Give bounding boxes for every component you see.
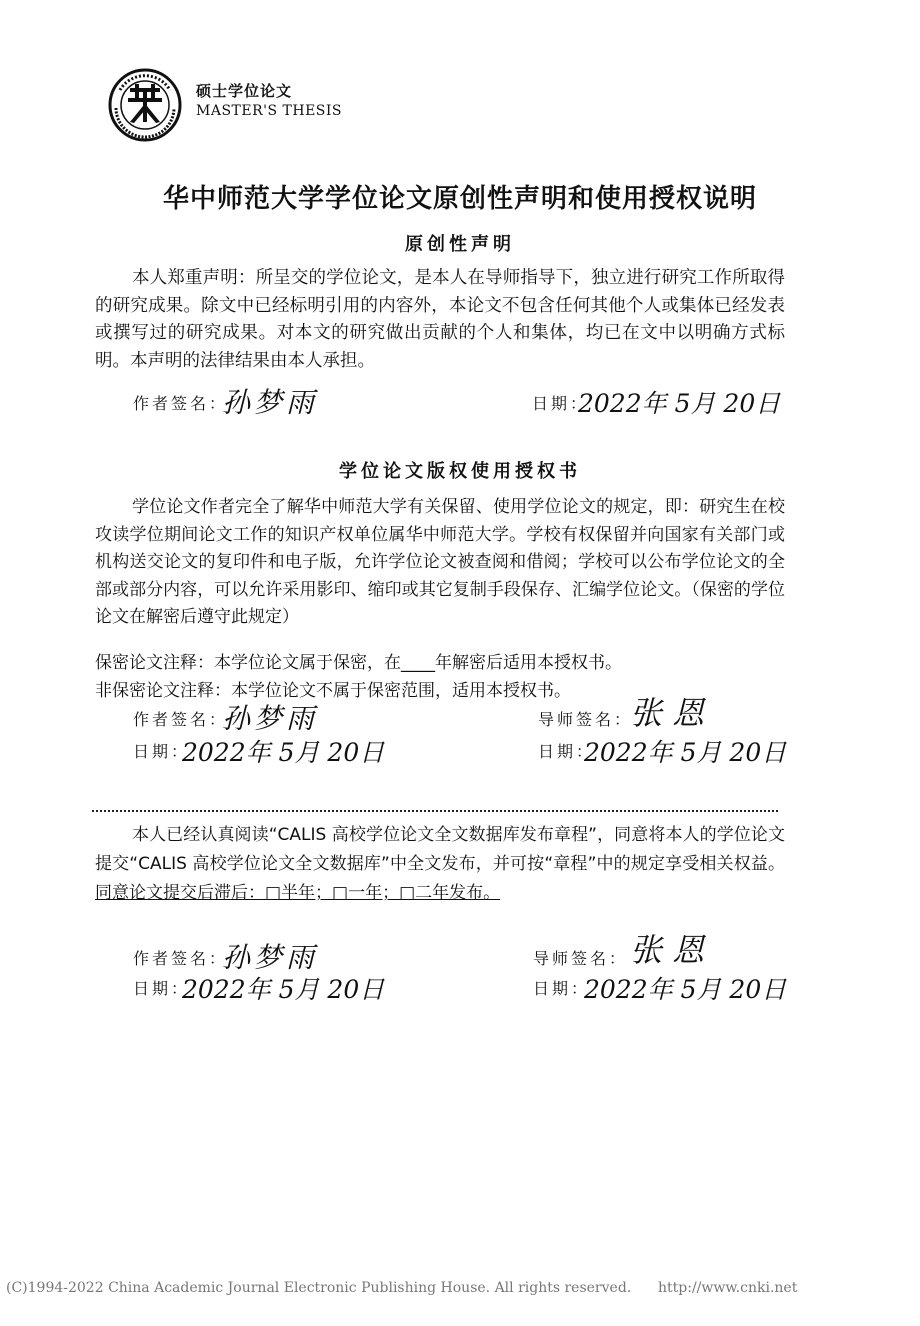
date-label: 日期：	[133, 979, 191, 998]
university-seal-logo	[108, 68, 182, 142]
calis-embargo-options: 同意论文提交后滞后：□半年；□一年；□二年发布。	[95, 883, 501, 903]
degree-title-cn: 硕士学位论文	[196, 82, 293, 100]
author-signature-label: 作者签名：	[133, 710, 229, 729]
signature-date: 2022年 5月 20日	[578, 389, 781, 418]
copyright-notice: (C)1994-2022 China Academic Journal Electronic Publishing House. All rights reserved.	[6, 1280, 632, 1296]
author-signature-label: 作者签名：	[133, 949, 229, 968]
cnki-url: http://www.cnki.net	[658, 1280, 798, 1296]
author-date: 2022年 5月 20日	[182, 738, 385, 767]
advisor-date: 2022年 5月 20日	[584, 975, 787, 1004]
degree-title-en: MASTER'S THESIS	[196, 103, 343, 119]
author-signature-label: 作者签名：	[133, 394, 229, 413]
advisor-signature: 张恩	[630, 694, 715, 732]
advisor-signature: 张恩	[630, 931, 715, 969]
author-signature: 孙梦雨	[222, 702, 319, 735]
non-confidential-note: 非保密论文注释：本学位论文不属于保密范围，适用本授权书。	[95, 681, 571, 701]
calis-statement	[95, 821, 785, 908]
advisor-signature-label: 导师签名：	[533, 949, 629, 968]
page-title: 华中师范大学学位论文原创性声明和使用授权说明	[162, 184, 757, 214]
originality-title: 原创性声明	[405, 234, 515, 255]
authorization-title: 学位论文版权使用授权书	[339, 461, 581, 482]
authorization-body: 学位论文作者完全了解华中师范大学有关保留、使用学位论文的规定，即：研究生在校攻读学位期间论文工作的知识产权单位属华中师范大学。学校有权保留并向国家有关部门或机构送交论文的复印件和电子版，允许学位论文被查阅和借阅；学校可以公布学位论文的全部或部分内容，可以允许采用影印、缩印或其它复制手段保存、汇编学位论文。（保密的学位论文在解密后遵守此规定）	[95, 497, 785, 627]
section-divider	[92, 810, 778, 812]
originality-body: 本人郑重声明：所呈交的学位论文，是本人在导师指导下，独立进行研究工作所取得的研究成果。除文中已经标明引用的内容外，本论文不包含任何其他个人或集体已经发表或撰写过的研究成果。对本文的研究做出贡献的个人和集体，均已在文中以明确方式标明。本声明的法律结果由本人承担。	[95, 268, 785, 371]
author-signature: 孙梦雨	[222, 941, 319, 974]
advisor-date: 2022年 5月 20日	[584, 738, 787, 767]
date-label: 日期：	[133, 742, 191, 761]
date-label: 日期：	[538, 742, 596, 761]
calis-body: 本人已经认真阅读“CALIS 高校学位论文全文数据库发布章程”，同意将本人的学位论文提交“CALIS 高校学位论文全文数据库”中全文发布，并可按“章程”中的规定享受相关权益。	[95, 825, 785, 874]
confidential-note: 保密论文注释：本学位论文属于保密，在____年解密后适用本授权书。	[95, 653, 622, 673]
date-label: 日期：	[533, 979, 591, 998]
date-label: 日期：	[532, 394, 590, 413]
author-date: 2022年 5月 20日	[182, 975, 385, 1004]
advisor-signature-label: 导师签名：	[538, 710, 634, 729]
author-signature: 孙梦雨	[222, 386, 319, 419]
